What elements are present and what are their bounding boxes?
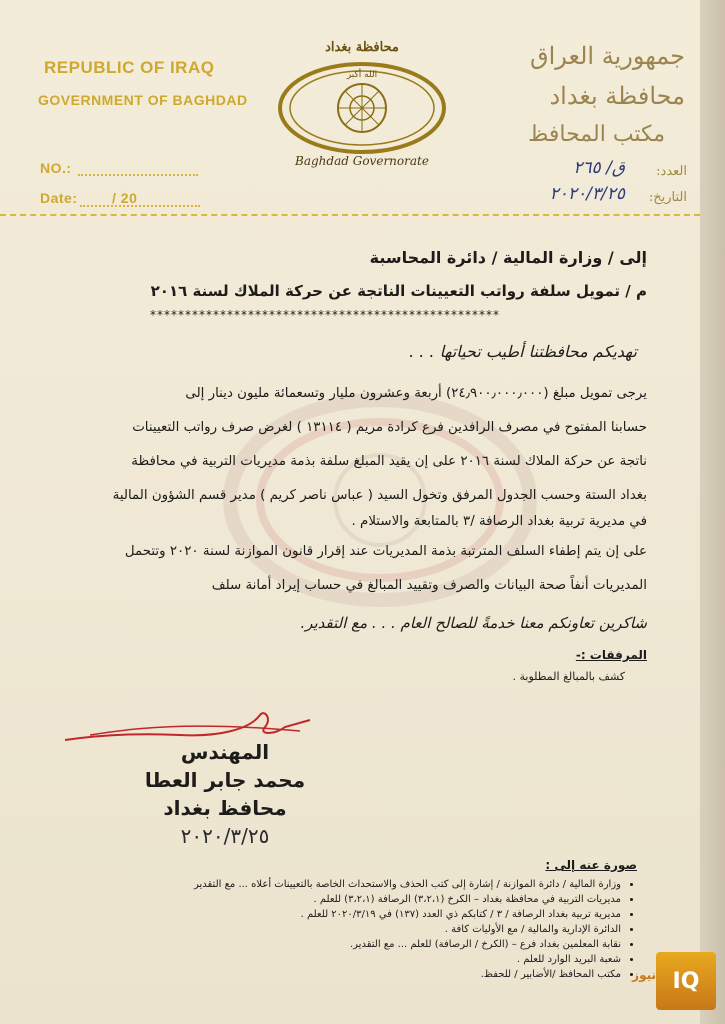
date-value-ar: ٢٠٢٠/٣/٢٥ [549,184,625,204]
news-logo-text: IQ [672,968,700,994]
number-value-ar: ق/ ٢٦٥ [573,158,625,178]
letterhead-en-country: REPUBLIC OF IRAQ [44,58,215,77]
stars-separator: ************************************************** [150,308,500,322]
letter-subject: م / تمويل سلفة رواتب التعيينات الناتجة عن حركة الملاك لسنة ٢٠١٦ [150,282,647,300]
letterhead-separator [0,214,700,216]
para2-line: على إن يتم إطفاء السلف المترتبة بذمة المديريات عند إقرار قانون الموازنة لسنة ٢٠٢٠ وتتحمل [124,544,647,559]
letterhead-en-government: GOVERNMENT OF BAGHDAD [38,92,248,108]
paper-edge [700,0,725,1024]
seal-emblem-icon [272,40,452,170]
attachments-label: المرفقات :- [575,648,647,662]
copy-recipient: • مكتب المحافظ /الأضابير / للحفظ. [77,968,621,981]
letter-closing: شاكرين تعاونكم معنا خدمةً للصالح العام . . . مع التقدير. [300,614,647,632]
para1-line: حسابنا المفتوح في مصرف الرافدين فرع كرادة مريم ( ١٣١١٤ ) لغرض صرف رواتب التعيينات [132,420,647,435]
para1-line: بغداد الستة وحسب الجدول المرفق وتخول السيد ( عباس ناصر كريم ) مدير قسم الشؤون المالية [112,488,647,503]
letterhead-ar-governorate: محافظة بغداد [549,82,685,110]
signature-date: ٢٠٢٠/٣/٢٥ [180,824,270,848]
para1-line: في مديرية تربية بغداد الرصافة /٣ بالمتابعة والاستلام . [351,514,647,529]
letterhead-ar-country: جمهورية العراق [529,42,685,70]
news-logo-small: نيوز [632,968,656,982]
number-label-ar: العدد: [656,164,687,179]
copy-recipient: • مديرية تربية بغداد الرصافة / ٣ / كتابكم ذي العدد (١٣٧) في ٢٠٢٠/٣/١٩ للعلم . [77,908,621,921]
para1-line: يرجى تمويل مبلغ (٢٤٫٩٠٠٫٠٠٠٫٠٠٠) أربعة وعشرون مليار وتسعمائة مليون دينار إلى [185,386,647,401]
letterhead-ar-office: مكتب المحافظ [527,122,665,147]
para1-line: ناتجة عن حركة الملاك لسنة ٢٠١٦ على إن يقيد المبلغ سلفة بذمة مديريات التربية في محافظة [131,454,647,469]
copy-recipient: • وزارة المالية / دائرة الموازنة / إشارة إلى كتب الحذف والاستحداث الخاصة بالتعيينات أعلاه ... مع التقدير [77,878,621,891]
letter-addressee: إلى / وزارة المالية / دائرة المحاسبة [369,248,647,267]
copies-list [77,878,637,983]
news-logo-badge [656,952,716,1010]
copy-recipient: • شعبة البريد الوارد للعلم . [77,953,621,966]
copies-label: صورة عنه إلى : [545,858,637,872]
copy-recipient: • مديريات التربية في محافظة بغداد – الكرخ (٣،٢،١) الرصافة (٣،٢،١) للعلم . [77,893,621,906]
seal-motto: الله أكبر [346,70,378,80]
letterhead-date-label: Date: [40,190,78,206]
signatory-name: محمد جابر العطا [144,768,306,792]
seal-top-text: محافظة بغداد [325,40,399,55]
date-label-ar: التاريخ: [648,190,687,205]
attachment-item: كشف بالمبالغ المطلوبة . [512,670,625,683]
date-underline [80,205,200,207]
para2-line: المديريات أنفاً صحة البيانات والصرف وتقييد المبالغ في حساب إيراد أمانة سلف [211,578,647,593]
signatory-title: المهندس [180,740,270,764]
signatory-position: محافظ بغداد [163,796,287,820]
letterhead-date-value: / 20 [112,190,138,206]
seal-en-text: Baghdad Governorate [295,154,429,168]
letter-greeting: تهديكم محافظتنا أطيب تحياتها . . . [409,342,637,361]
governorate-seal [272,40,452,170]
copy-recipient: • نقابة المعلمين بغداد فرع – (الكرخ / الرصافة) للعلم ... مع التقدير. [77,938,621,951]
letterhead-no-label: NO.: [40,160,72,176]
copy-recipient: • الدائرة الإدارية والمالية / مع الأوليات كافة . [77,923,621,936]
no-underline [78,174,198,176]
